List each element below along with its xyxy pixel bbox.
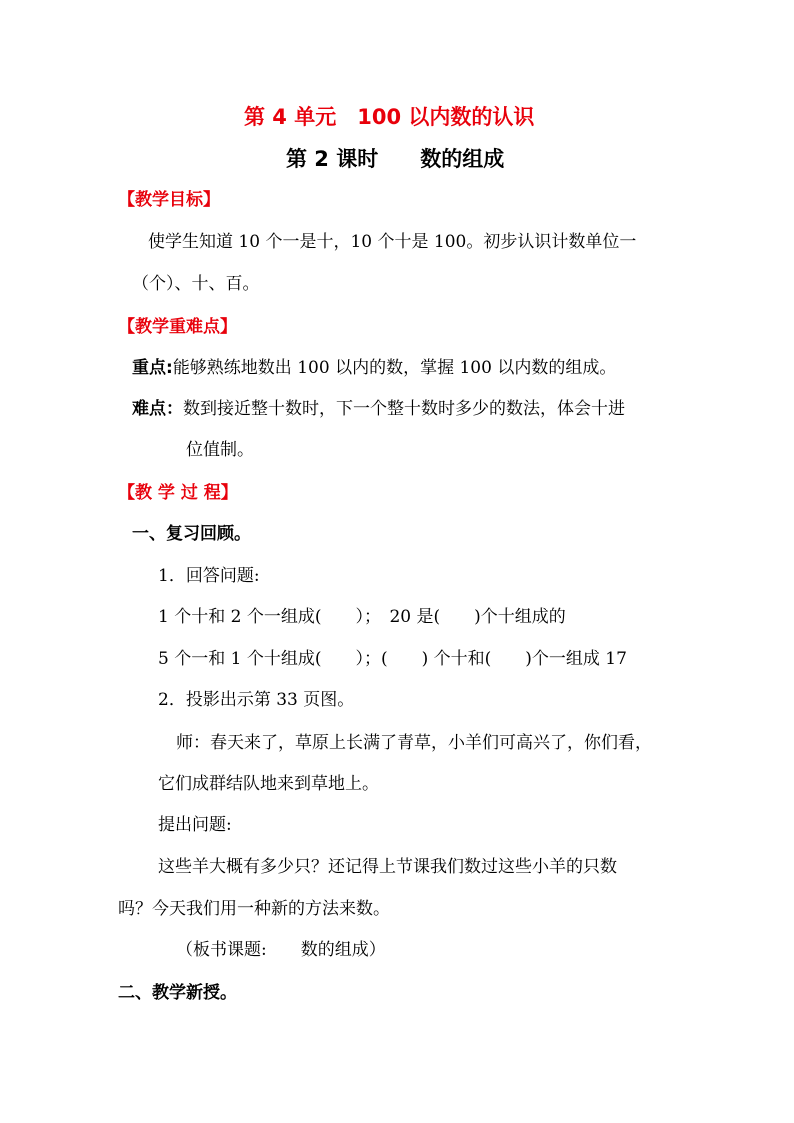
objectives-line: （个）、十、百。 [132, 274, 260, 294]
objectives-line: 使学生知道 10 个一是十，10 个十是 100。初步认识计数单位一 [148, 232, 637, 252]
process-heading: 【教 学 过 程】 [118, 483, 238, 503]
teacher-line: 师：春天来了，草原上长满了青草，小羊们可高兴了，你们看， [176, 733, 652, 753]
question1-line: 1 个十和 2 个一组成( ）； 20 是( )个十组成的 [158, 607, 566, 627]
key-points-heading: 【教学重难点】 [118, 317, 237, 337]
focus-line [132, 356, 616, 380]
unit-title: 第 4 单元 100 以内数的认识 [244, 105, 535, 129]
question1-label: 1．回答问题: [158, 566, 260, 586]
ask-line: 这些羊大概有多少只？还记得上节课我们数过这些小羊的只数 [158, 857, 617, 877]
question1-line: 5 个一和 1 个十组成( ）；( ) 个十和( )个一组成 17 [158, 649, 627, 669]
difficulty-continuation: 位值制。 [186, 440, 254, 460]
difficulty-line [132, 397, 625, 421]
ask-label: 提出问题: [158, 815, 232, 835]
focus-label: 重点: [132, 358, 173, 378]
focus-text: 能够熟练地数出 100 以内的数，掌握 100 以内数的组成。 [172, 358, 617, 378]
ask-line: 吗？今天我们用一种新的方法来数。 [118, 899, 390, 919]
difficulty-text: 数到接近整十数时，下一个整十数时多少的数法，体会十进 [183, 399, 625, 419]
teacher-line: 它们成群结队地来到草地上。 [158, 774, 379, 794]
difficulty-label: 难点： [132, 399, 183, 419]
board-title: （板书课题: 数的组成） [176, 940, 386, 960]
lesson-title: 第 2 课时 数的组成 [286, 147, 505, 171]
part2-title: 二、教学新授。 [118, 983, 237, 1003]
part1-title: 一、复习回顾。 [132, 524, 251, 544]
question2-label: 2．投影出示第 33 页图。 [158, 690, 355, 710]
objectives-heading: 【教学目标】 [118, 190, 220, 210]
